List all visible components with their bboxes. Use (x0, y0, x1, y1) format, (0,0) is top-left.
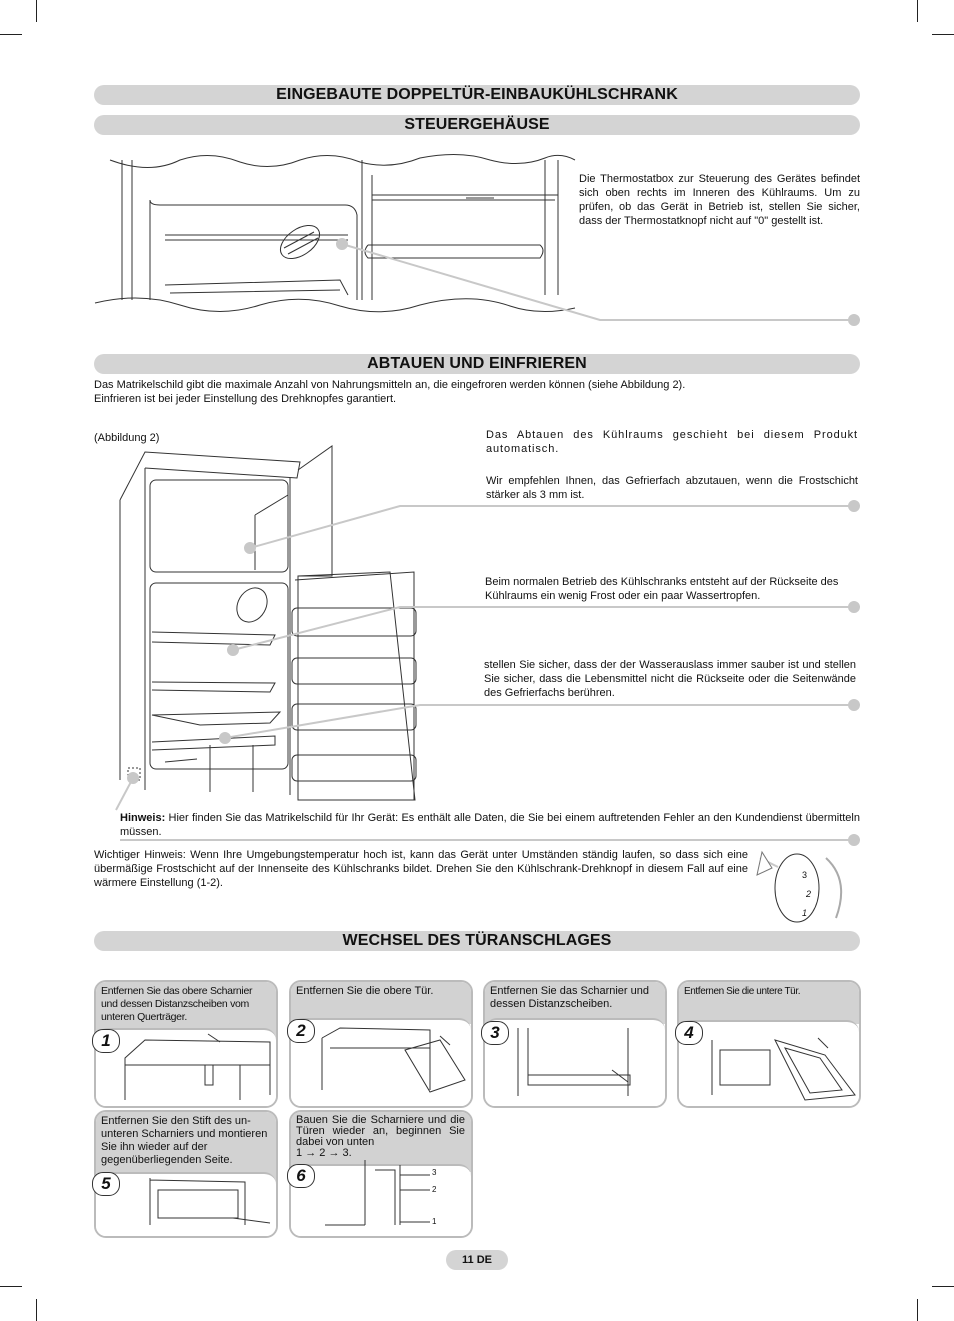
defrost-intro-line1: Das Matrikelschild gibt die maximale Anzahl von Nahrungsmitteln an, die eingefroren werden können (siehe Abbildung 2). (94, 379, 686, 391)
crop-mark (36, 0, 37, 22)
hint-text (120, 811, 860, 839)
control-description: Die Thermostatbox zur Steuerung des Gerätes befindet sich oben rechts im Inneren des Kühlraums. Um zu prüfen, ob das Gerät in Betrieb ist, stellen Sie sicher, dass der Thermostatknopf nicht auf "0" gestellt ist. (579, 173, 860, 227)
step-card-3 (483, 980, 667, 1108)
knob-mark-2: 2 (806, 889, 812, 899)
step-6-seq-3: 3. (342, 1147, 352, 1159)
knob-mark-1: 1 (802, 908, 808, 918)
crop-mark (932, 1286, 954, 1287)
step-6-seq-1: 1 (296, 1147, 303, 1159)
callout-frost-back: Beim normalen Betrieb des Kühlschranks entsteht auf der Rückseite des Kühlraums ein wenig Frost oder ein paar Wassertropfen. (485, 576, 839, 602)
section-heading-defrost: ABTAUEN UND EINFRIEREN (94, 354, 860, 374)
callout-freezer-defrost: Wir empfehlen Ihnen, das Gefrierfach abzutauen, wenn die Frostschicht stärker als 3 mm ist. (486, 475, 858, 501)
knob-mark-3: 3 (802, 870, 808, 880)
crop-mark (0, 34, 22, 35)
step-6-mark-2: 2 (432, 1185, 437, 1194)
page-number: 11 DE (446, 1250, 508, 1270)
step-card-5 (94, 1110, 278, 1238)
callout-auto-defrost: Das Abtauen des Kühlraums geschieht bei diesem Produkt automatisch. (486, 429, 858, 455)
step-card-2 (289, 980, 473, 1108)
step-card-1 (94, 980, 278, 1108)
step-4-caption: Entfernen Sie die untere Tür. (684, 986, 801, 997)
arrow-right-icon: → (328, 1147, 340, 1159)
section-heading-door: WECHSEL DES TÜRANSCHLAGES (94, 931, 860, 951)
step-number-6: 6 (287, 1164, 315, 1188)
step-6-seq-2: 2 (319, 1147, 326, 1159)
step-card-4 (677, 980, 861, 1108)
callout-drain: stellen Sie sicher, dass der der Wasserauslass immer sauber ist und stellen Sie sicher, dass die Lebensmittel nicht die Rückseite oder die Seitenwände des Gefrierfachs berühren. (484, 659, 856, 699)
arrow-right-icon: → (305, 1147, 317, 1159)
crop-mark (932, 34, 954, 35)
step-6-mark-3: 3 (432, 1168, 437, 1177)
step-6-caption (296, 1115, 465, 1159)
hint-label: Hinweis: (120, 812, 166, 824)
hint-body: Hier finden Sie das Matrikelschild für Ihr Gerät: Es enthält alle Daten, die Sie bei einem auftretenden Fehler an den Kundendienst übermitteln müssen. (120, 812, 860, 838)
step-number-4: 4 (675, 1021, 703, 1045)
step-5-caption: Entfernen Sie den Stift des un-unteren Scharniers und montieren Sie ihn wieder auf der gegenüberliegenden Seite. (101, 1115, 268, 1166)
step-number-5: 5 (92, 1172, 120, 1196)
step-3-caption: Entfernen Sie das Scharnier und dessen Distanzscheiben. (490, 985, 649, 1010)
step-6-mark-1: 1 (432, 1217, 437, 1226)
step-number-3: 3 (481, 1021, 509, 1045)
step-2-caption: Entfernen Sie die obere Tür. (296, 985, 434, 997)
crop-mark (36, 1299, 37, 1321)
crop-mark (0, 1286, 22, 1287)
section-heading-control: STEUERGEHÄUSE (94, 115, 860, 135)
important-note: Wichtiger Hinweis: Wenn Ihre Umgebungstemperatur hoch ist, kann das Gerät unter Umständen ständig laufen, so dass sich eine übermäßige Frostschicht auf der Innenseite des Kühlschranks bildet. Drehen Sie den Kühlschrank-Drehknopf in diesem Fall auf eine wärmere Einstellung (1-2). (94, 849, 748, 889)
crop-mark (917, 0, 918, 22)
step-6-text: Bauen Sie die Scharniere und die Türen wieder an, beginnen Sie dabei von unten (296, 1114, 465, 1148)
step-card-6 (289, 1110, 473, 1238)
defrost-intro-line2: Einfrieren ist bei jeder Einstellung des Drehknopfes garantiert. (94, 393, 397, 405)
step-number-2: 2 (287, 1019, 315, 1043)
page-title: EINGEBAUTE DOPPELTÜR-EINBAUKÜHLSCHRANK (94, 85, 860, 105)
figure-label: (Abbildung 2) (94, 432, 160, 444)
step-number-1: 1 (92, 1029, 120, 1053)
crop-mark (917, 1299, 918, 1321)
step-1-caption: Entfernen Sie das obere Scharnier und dessen Distanzscheiben vom unteren Querträger. (101, 985, 253, 1023)
